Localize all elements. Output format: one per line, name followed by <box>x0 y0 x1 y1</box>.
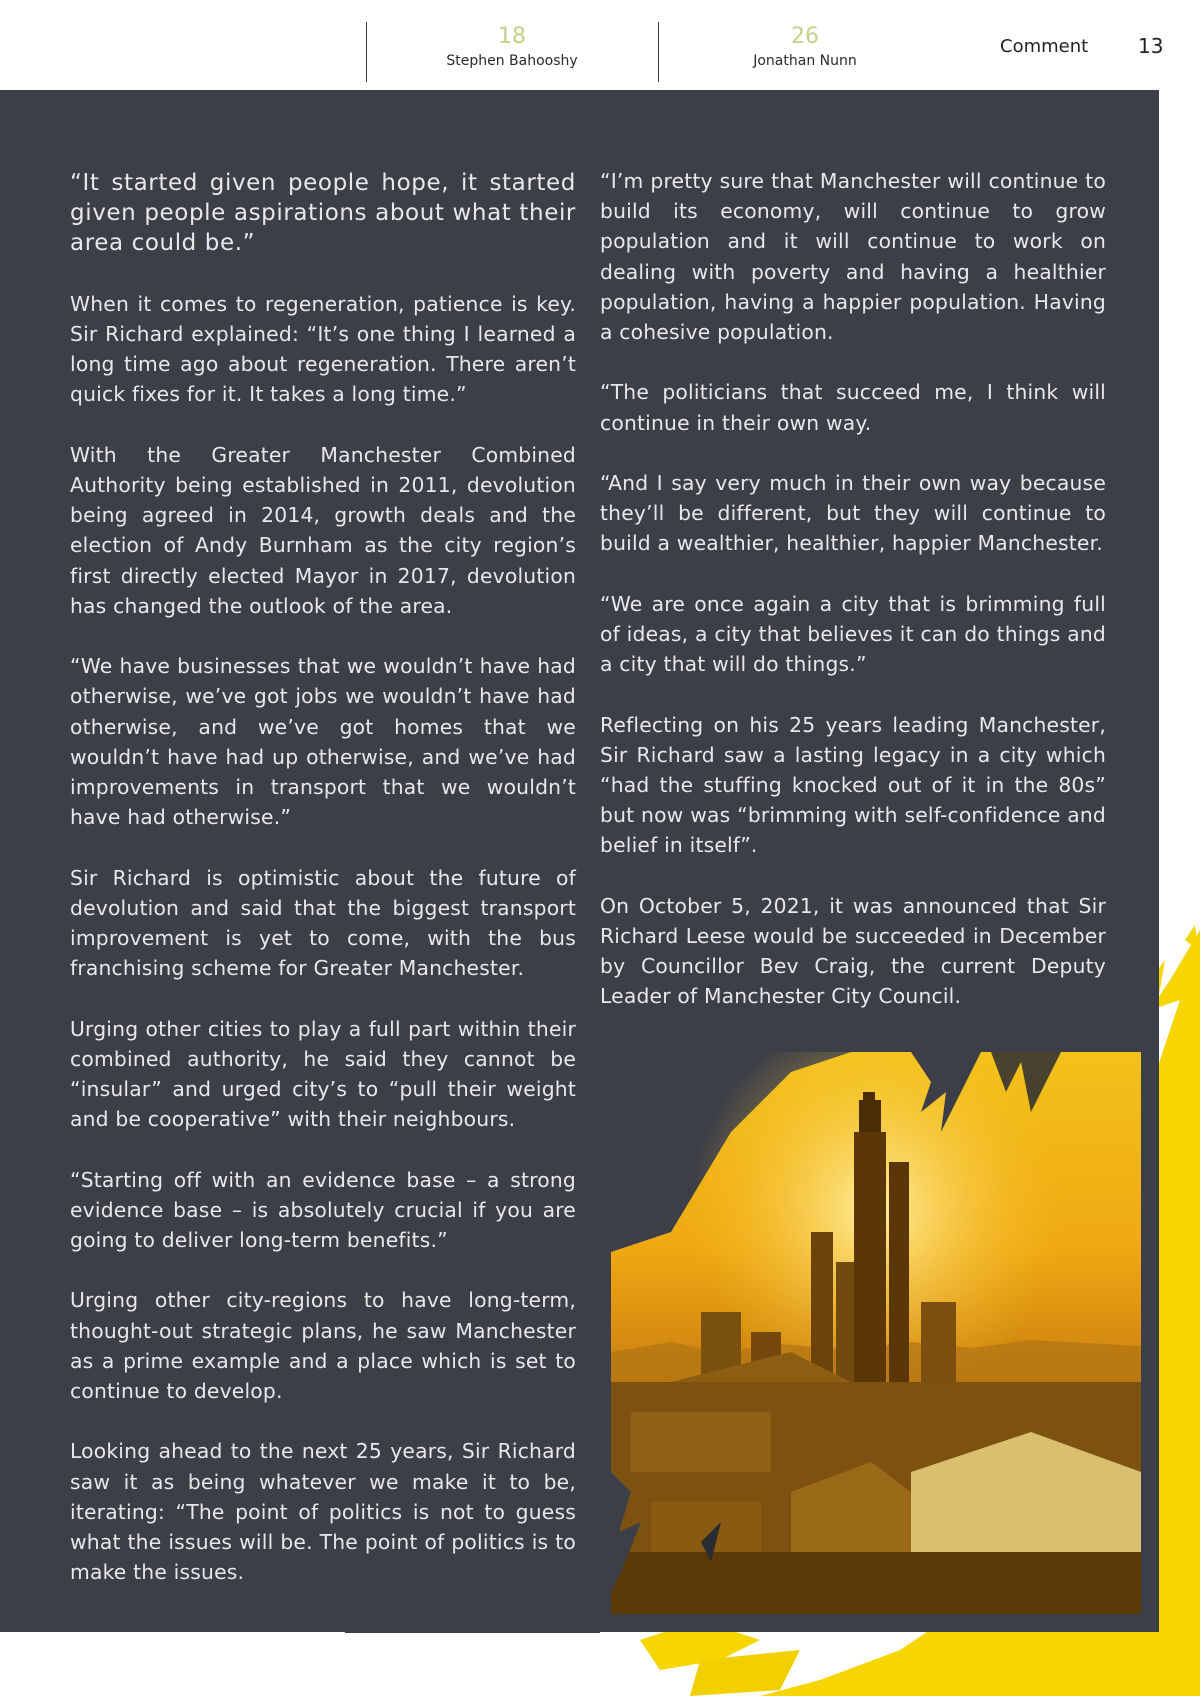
nav-item-jonathan-nunn[interactable] <box>705 22 905 70</box>
paragraph: Looking ahead to the next 25 years, Sir Richard saw it as being whatever we make it to be, iterating: “The point of politics is not to guess what the issues will be. The point of politics is to make the issues. <box>70 1439 576 1585</box>
section-label: Comment <box>1000 36 1089 57</box>
paragraph: “We are once again a city that is brimming full of ideas, a city that believes it can do things and a city that will do things.” <box>600 591 1106 677</box>
paragraph: “The politicians that succeed me, I think will continue in their own way. <box>600 380 1106 435</box>
article-left-column <box>70 168 576 1618</box>
panel-bottom-strip <box>345 1630 600 1633</box>
paragraph: When it comes to regeneration, patience is key. Sir Richard explained: “It’s one thing I learned a long time ago about regeneration. There aren’t quick fixes for it. It takes a long time.” <box>70 291 576 407</box>
page-number: 13 <box>1138 34 1164 58</box>
paragraph: Urging other cities to play a full part within their combined authority, he said they cannot be “insular” and urged city’s to “pull their weight and be cooperative” with their neighbours. <box>70 1016 576 1132</box>
nav-item-number: 26 <box>791 24 819 49</box>
article-right-column <box>600 166 1106 1042</box>
skyline-illustration <box>611 1052 1141 1614</box>
pull-quote: “It started given people hope, it started given people aspirations about what their area could be.” <box>70 170 576 257</box>
paragraph: Reflecting on his 25 years leading Manchester, Sir Richard saw a lasting legacy in a city which “had the stuffing knocked out of it in the 80s” but now was “brimming with self-confidence and belief in itself”. <box>600 712 1106 858</box>
paragraph: “I’m pretty sure that Manchester will continue to build its economy, will continue to grow population and it will continue to work on dealing with poverty and having a healthier population, having a happier population. Having a cohesive population. <box>600 169 1106 345</box>
paragraph: Sir Richard is optimistic about the future of devolution and said that the biggest transport improvement is yet to come, with the bus franchising scheme for Greater Manchester. <box>70 865 576 981</box>
nav-item-number: 18 <box>498 24 526 49</box>
paragraph: “And I say very much in their own way because they’ll be different, but they will continue to build a wealthier, healthier, happier Manchester. <box>600 471 1106 556</box>
nav-item-stephen-bahooshy[interactable] <box>412 22 612 70</box>
nav-divider <box>366 22 367 82</box>
nav-item-name: Stephen Bahooshy <box>446 53 578 69</box>
nav-divider <box>658 22 659 82</box>
paragraph: Urging other city-regions to have long-term, thought-out strategic plans, he saw Manchester as a prime example and a place which is set to continue to develop. <box>70 1288 576 1404</box>
nav-item-name: Jonathan Nunn <box>753 53 857 69</box>
manchester-skyline-photo <box>611 1052 1141 1614</box>
paragraph: On October 5, 2021, it was announced that Sir Richard Leese would be succeeded in December by Councillor Bev Craig, the current Deputy Leader of Manchester City Council. <box>600 893 1106 1009</box>
paragraph: With the Greater Manchester Combined Authority being established in 2011, devolution being agreed in 2014, growth deals and the election of Andy Burnham as the city region’s first directly elected Mayor in 2017, devolution has changed the outlook of the area. <box>70 442 576 618</box>
top-navigation-bar <box>0 0 1200 90</box>
paragraph: “Starting off with an evidence base – a strong evidence base – is absolutely crucial if you are going to deliver long-term benefits.” <box>70 1167 576 1253</box>
paragraph: “We have businesses that we wouldn’t have had otherwise, we’ve got jobs we wouldn’t have had otherwise, and we’ve got homes that we wouldn’t have had up otherwise, and we’ve had improvements in transport that we wouldn’t have had otherwise.” <box>70 654 576 830</box>
